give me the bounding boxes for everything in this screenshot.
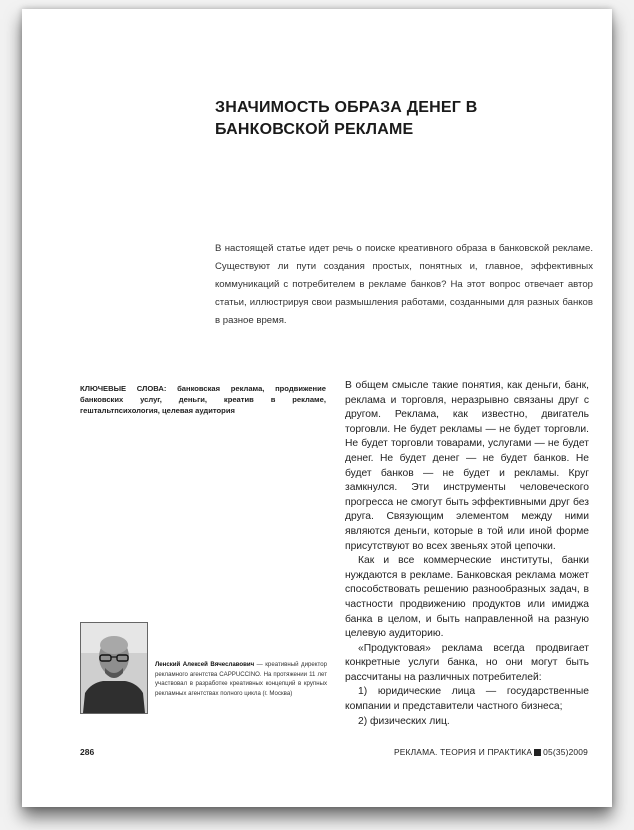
body-paragraph: Как и все коммерческие институты, банки нуждаются в рекламе. Банковская реклама может способствовать решению разнообразных задач, в частности продвижению продуктов или имиджа банка в целом, и быть направленной на разную целевую аудиторию.	[345, 555, 589, 640]
issue-number: 05(35)2009	[543, 747, 588, 757]
author-bio	[155, 660, 327, 698]
author-photo	[80, 622, 148, 714]
journal-name: РЕКЛАМА. ТЕОРИЯ И ПРАКТИКА	[393, 747, 533, 757]
article-abstract: В настоящей статье идет речь о поиске креативного образа в банковской рекламе. Существуют ли пути создания простых, понятных и, главное, эффективных коммуникаций с потребителем в рекламе банков? На этот вопрос отвечает автор статьи, иллюстрируя свои размышления работами, созданными для разных банков в разное время.	[215, 243, 593, 326]
magazine-page	[22, 9, 612, 807]
keywords: КЛЮЧЕВЫЕ СЛОВА: банковская реклама, продвижение банковских услуг, деньги, креатив в рекламе, гештальтпсихология, целевая аудитория	[80, 384, 326, 415]
article-body	[345, 379, 589, 729]
author-description: — креативный директор рекламного агентства CAPPUCCINO. На протяжении 11 лет участвовал в разработке креативных концепций в крупных рекламных агентствах полного цикла (г. Москва)	[155, 661, 328, 697]
body-paragraph: В общем смысле такие понятия, как деньги, банк, реклама и торговля, неразрывно связаны друг с другом. Реклама, как известно, двигатель торговли. Не будет рекламы — не будет торговли. Не будет торговли товарами, услугами — не будет денег. Не будет денег — не будет банков. Не будет банков — не будет и рекламы. Круг замкнулся. Эти инструменты человеческого прогресса не смогут быть эффективными друг без друга. Связующим элементом между ними являются деньги, которые в той или иной форме присутствуют во всех звеньях этой цепочки.	[345, 380, 589, 552]
square-icon	[534, 749, 541, 756]
list-item: 1) юридические лица — государственные компании и представители частного бизнеса;	[345, 686, 589, 713]
journal-footer	[394, 747, 588, 757]
body-paragraph: «Продуктовая» реклама всегда продвигает конкретные услуги банка, но они могут быть рассчитаны на различных потребителей:	[345, 642, 589, 683]
page-number: 286	[80, 747, 95, 757]
list-item: 2) физических лиц.	[358, 715, 450, 727]
author-name: Ленский Алексей Вячеславович	[155, 661, 255, 668]
article-title: ЗНАЧИМОСТЬ ОБРАЗА ДЕНЕГ В БАНКОВСКОЙ РЕКЛАМЕ	[215, 99, 478, 138]
